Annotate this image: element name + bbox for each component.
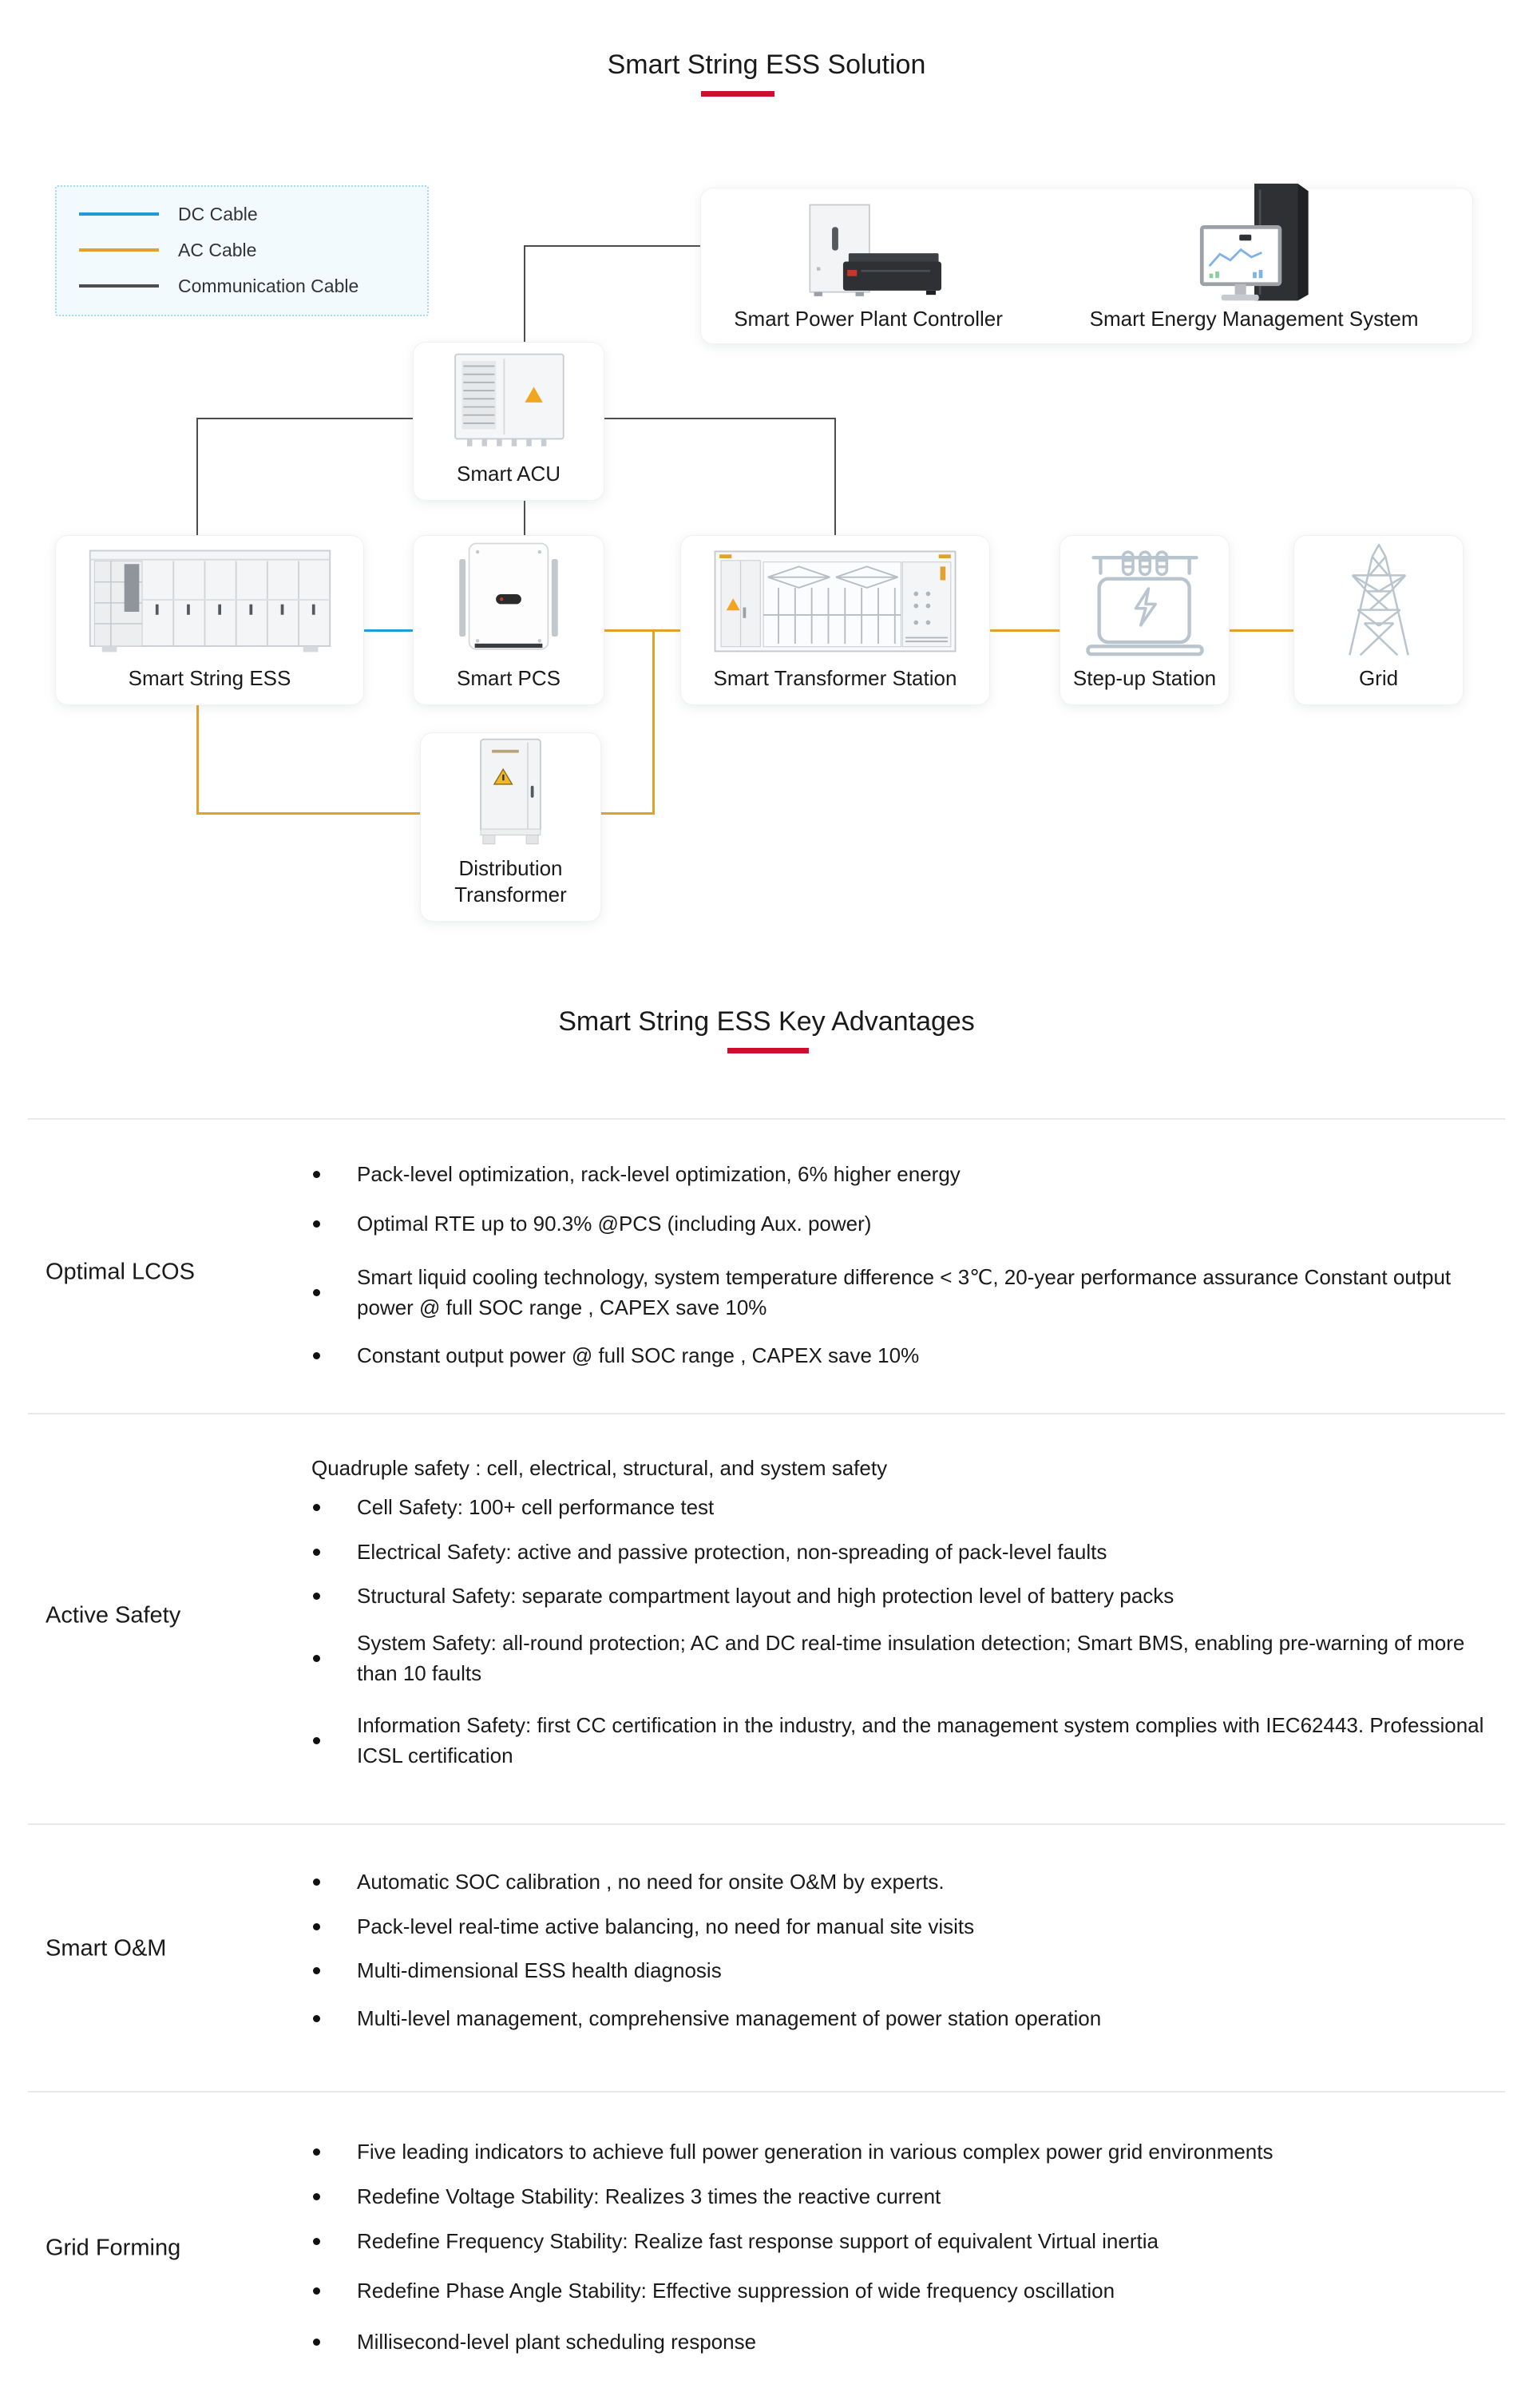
bullet-text: Redefine Phase Angle Stability: Effective suppression of wide frequency oscillation [357,2279,1115,2303]
bullet-item [313,1159,1501,1189]
cable-legend [55,185,429,316]
bullet-text: Constant output power @ full SOC range , CAPEX save 10% [357,1343,920,1367]
stepup-station-art [1060,536,1229,665]
bullet-text: Optimal RTE up to 90.3% @PCS (including Aux. power) [357,1212,872,1236]
smart-string-ess-image [82,545,338,657]
card-smart-pcs [413,535,604,705]
bullet-icon [313,1737,320,1744]
section-heading-smart-om: Smart O&M [46,1935,167,1962]
distribution-transformer-art [421,733,600,855]
ac-cable-ess-down [196,705,199,814]
bullet-item [313,1710,1501,1771]
bullet-icon [313,1549,320,1556]
bullet-icon [313,2015,320,2022]
smart-transformer-station-art [681,536,989,665]
smart-pcs-label: Smart PCS [456,666,561,690]
smart-string-ess-label: Smart String ESS [128,666,291,690]
bullet-item [313,1262,1501,1323]
section-divider [28,1118,1505,1120]
bullet-item [313,1537,1501,1567]
ac-cable-junction-down [652,630,655,815]
communication-cable-to-ess [196,418,198,535]
grid-tower-icon [1319,541,1439,661]
card-stepup-station [1060,535,1230,705]
communication-cable-to-transformer-station [834,418,836,539]
ems-label: Smart Energy Management System [1089,307,1419,331]
dc-cable-ess-to-pcs [364,629,413,632]
bullet-icon [313,1878,320,1886]
ac-cable-swatch-icon [79,248,159,252]
page-title: Smart String ESS Solution [607,50,926,80]
bullet-item [313,1340,1501,1371]
ac-cable-transformer-to-stepup [990,629,1060,632]
section-divider [28,1413,1505,1414]
bullet-item [313,1628,1501,1688]
controller-block [701,188,1036,343]
ac-cable-pcs-to-transformer [604,629,680,632]
controller-art [701,188,1036,306]
bullet-text: Millisecond-level plant scheduling response [357,2330,757,2354]
ac-cable-stepup-to-grid [1230,629,1293,632]
bullet-text: System Safety: all-round protection; AC and DC real-time insulation detection; Smart BMS, enabling pre-warning of more than 10 faults [357,1631,1465,1685]
bullet-item [313,2003,1501,2033]
card-smart-string-ess [55,535,364,705]
bullet-text: Cell Safety: 100+ cell performance test [357,1495,715,1519]
smart-acu-label: Smart ACU [456,462,561,486]
bullet-icon [313,1655,320,1662]
bullet-text: Redefine Voltage Stability: Realizes 3 times the reactive current [357,2184,941,2208]
communication-cable-acu-right [604,418,836,419]
bullet-item [313,2327,1501,2357]
smart-transformer-station-label: Smart Transformer Station [713,666,957,690]
card-controller-ems [700,188,1473,344]
legend-label: Communication Cable [178,275,359,296]
bullet-item [313,2181,1501,2212]
intro-text: Quadruple safety : cell, electrical, structural, and system safety [311,1456,888,1480]
grid-art [1294,536,1463,665]
bullet-icon [313,2148,320,2156]
bullet-item [313,1911,1501,1942]
title-underline-accent [701,91,774,97]
ems-art [1036,182,1472,306]
bullet-icon [313,2238,320,2245]
card-smart-transformer-station [680,535,990,705]
legend-label: AC Cable [178,239,257,260]
section-heading-active-safety: Active Safety [46,1602,181,1628]
bullet-icon [313,2287,320,2295]
card-grid [1293,535,1464,705]
distribution-transformer-image [461,736,561,852]
section-intro [311,1453,1499,1483]
bullet-icon [313,1504,320,1511]
communication-cable-acu-top [524,245,525,342]
stepup-station-icon [1077,541,1213,661]
bullet-item [313,2136,1501,2167]
advantages-title: Smart String ESS Key Advantages [558,1006,975,1037]
bullet-text: Multi-dimensional ESS health diagnosis [357,1958,722,1982]
dc-cable-swatch-icon [79,212,159,216]
grid-label: Grid [1358,666,1399,690]
bullet-item [313,2226,1501,2256]
smart-string-ess-art [56,536,363,665]
smart-energy-management-system-image [1175,182,1334,306]
card-smart-acu [413,342,604,501]
section-divider [28,2091,1505,2093]
bullet-text: Redefine Frequency Stability: Realize fast response support of equivalent Virtual inertia [357,2229,1159,2253]
bullet-icon [313,1171,320,1178]
bullet-text: Structural Safety: separate compartment layout and high protection level of battery packs [357,1584,1175,1608]
bullet-item [313,1208,1501,1239]
section-divider [28,1823,1505,1825]
legend-item-communication [79,276,427,296]
ems-block [1036,188,1472,343]
smart-power-plant-controller-image [785,202,953,306]
smart-pcs-art [414,536,604,665]
ac-cable-dist-transformer-right [601,812,655,815]
bullet-text: Information Safety: first CC certification in the industry, and the management system complies with IEC62443. Professional ICSL certification [357,1713,1484,1767]
bullet-item [313,1492,1501,1522]
communication-cable-swatch-icon [79,284,159,288]
bullet-icon [313,1352,320,1359]
distribution-transformer-label: Distribution Transformer [454,856,567,906]
bullet-icon [313,1593,320,1600]
bullet-icon [313,1967,320,1974]
communication-cable-acu-left [196,418,413,419]
bullet-text: Smart liquid cooling technology, system temperature difference < 3℃, 20-year performance assurance Constant output power @ full SOC range , CAPEX save 10% [357,1265,1452,1319]
smart-pcs-image [449,541,568,661]
bullet-icon [313,2339,320,2346]
smart-acu-image [441,350,576,454]
legend-label: DC Cable [178,203,258,224]
controller-label: Smart Power Plant Controller [734,307,1003,331]
card-distribution-transformer [420,732,601,922]
stepup-station-label: Step-up Station [1072,666,1217,690]
section-heading-optimal-lcos: Optimal LCOS [46,1259,195,1285]
bullet-text: Pack-level optimization, rack-level optimization, 6% higher energy [357,1162,961,1186]
bullet-item [313,1955,1501,1986]
legend-item-dc [79,204,427,224]
bullet-icon [313,2193,320,2200]
smart-acu-art [414,343,604,461]
communication-cable-to-controller [524,245,700,247]
legend-item-ac [79,240,427,260]
bullet-text: Multi-level management, comprehensive management of power station operation [357,2006,1102,2030]
bullet-item [313,1581,1501,1611]
bullet-text: Electrical Safety: active and passive protection, non-spreading of pack-level faults [357,1540,1107,1564]
bullet-text: Five leading indicators to achieve full power generation in various complex power grid environments [357,2140,1274,2164]
bullet-item [313,2275,1501,2306]
smart-transformer-station-image [707,544,963,657]
bullet-icon [313,1289,320,1296]
bullet-icon [313,1220,320,1228]
bullet-item [313,1866,1501,1897]
communication-cable-acu-to-pcs [524,501,525,535]
bullet-text: Pack-level real-time active balancing, no need for manual site visits [357,1914,975,1938]
bullet-text: Automatic SOC calibration , no need for onsite O&M by experts. [357,1870,945,1894]
ac-cable-to-dist-transformer-left [196,812,420,815]
section-heading-grid-forming: Grid Forming [46,2235,181,2261]
bullet-icon [313,1923,320,1930]
advantages-underline-accent [727,1048,809,1053]
